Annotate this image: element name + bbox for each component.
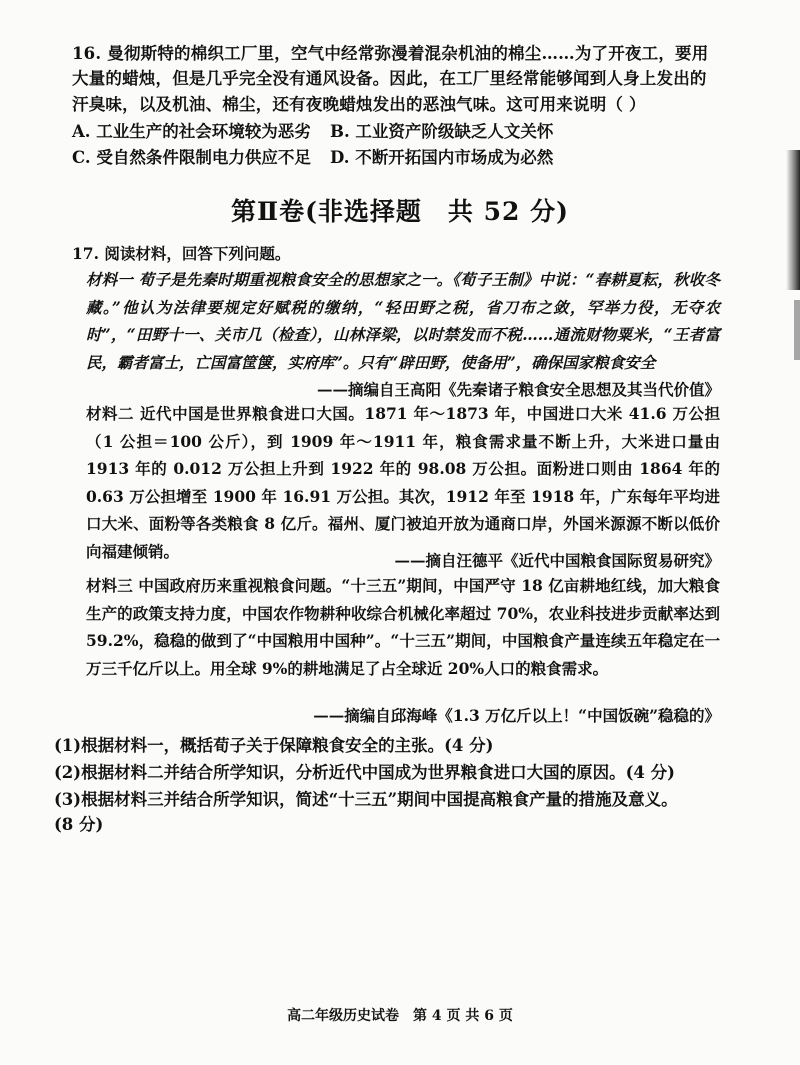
material-1: 材料一 荀子是先秦时期重视粮食安全的思想家之一。《荀子王制》中说：“春耕夏耘，秋收冬藏。”他认为法律要规定好赋税的缴纳，“轻田野之税，省刀布之敛，罕举力役，无夺农时”，“田野十一、关市几（检查），山林泽梁，以时禁发而不税……通流财物粟米，“王者富民，霸者富士，亡国富筐箧，实府库”。只有“辟田野，使备用”，确保国家粮食安全 xyxy=(86,270,720,372)
q16-option-a: A. 工业生产的社会环境较为恶劣 xyxy=(72,122,311,141)
q17-sub-question-3: (3)根据材料三并结合所学知识，简述“十三五”期间中国提高粮食产量的措施及意义。 xyxy=(54,790,678,809)
q17-stem: 17. 阅读材料，回答下列问题。 xyxy=(72,244,291,263)
q17-sub-question-1: (1)根据材料一，概括荀子关于保障粮食安全的主张。(4 分) xyxy=(54,736,494,755)
q16-stem-line-2: 大量的蜡烛，但是几乎完全没有通风设备。因此，在工厂里经常能够闻到人身上发出的 xyxy=(72,69,707,88)
q17-sub-question-2: (2)根据材料二并结合所学知识，分析近代中国成为世界粮食进口大国的原因。(4 分) xyxy=(54,763,675,782)
q16-stem-line-3: 汗臭味，以及机油、棉尘，还有夜晚蜡烛发出的恶浊气味。这可用来说明（ ） xyxy=(72,95,646,114)
scan-shadow-mark xyxy=(794,300,800,360)
page-footer: 高二年级历史试卷 第 4 页 共 6 页 xyxy=(287,1008,513,1024)
q16-stem-line-1: 16. 曼彻斯特的棉织工厂里，空气中经常弥漫着混杂机油的棉尘……为了开夜工，要用 xyxy=(72,44,709,63)
q16-option-d: D. 不断开拓国内市场成为必然 xyxy=(330,148,554,167)
section-title: 第Ⅱ卷(非选择题 共 52 分) xyxy=(231,197,569,226)
material-2: 材料二 近代中国是世界粮食进口大国。1871 年～1873 年，中国进口大米 41.6 万公担（1 公担＝100 公斤），到 1909 年～1911 年，粮食需求量不断上升，大米进口量由 1913 年的 0.012 万公担上升到 1922 年的 98.08 万公担。面粉进口则由 1864 年的 0.63 万公担增至 1900 年 16.91 万公担。其次，1912 年至 1918 年，广东每年平均进口大米、面粉等各类粮食 8 亿斤。福州、厦门被迫开放为通商口岸，外国米源源不断以低价向福建倾销。 xyxy=(86,404,720,561)
q17-sub-question-3-points: (8 分) xyxy=(54,815,104,834)
source-2: ——摘自汪德平《近代中国粮食国际贸易研究》 xyxy=(394,551,720,570)
source-3: ——摘编自邱海峰《1.3 万亿斤以上！“中国饭碗”稳稳的》 xyxy=(313,706,720,725)
source-1: ——摘编自王高阳《先秦诸子粮食安全思想及其当代价值》 xyxy=(316,380,720,399)
q16-option-b: B. 工业资产阶级缺乏人文关怀 xyxy=(330,122,554,141)
q16-option-c: C. 受自然条件限制电力供应不足 xyxy=(72,148,311,167)
material-3: 材料三 中国政府历来重视粮食问题。“十三五”期间，中国严守 18 亿亩耕地红线，加大粮食生产的政策支持力度，中国农作物耕种收综合机械化率超过 70%，农业科技进步贡献率达到 59.2%，稳稳的做到了“中国粮用中国种”。“十三五”期间，中国粮食产量连续五年稳定在一万三千亿斤以上。用全球 9%的耕地满足了占全球近 20%人口的粮食需求。 xyxy=(86,576,720,678)
